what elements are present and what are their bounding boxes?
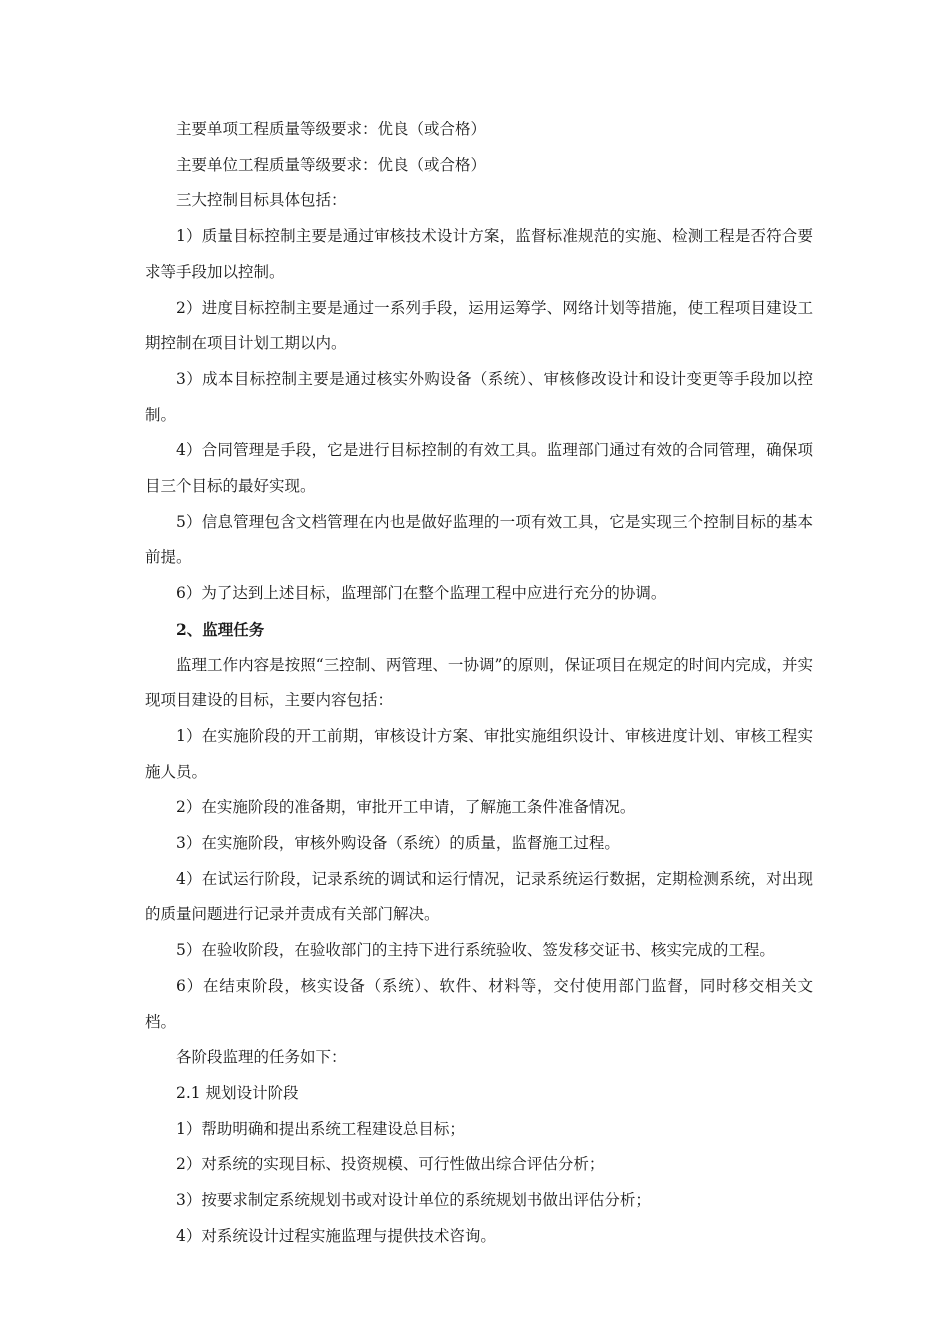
subheading-planning-design-stage: 2.1 规划设计阶段 [176, 1083, 299, 1102]
paragraph-task-acceptance: 5）在验收阶段，在验收部门的主持下进行系统验收、签发移交证书、核实完成的工程。 [176, 941, 775, 960]
paragraph-information-management: 5）信息管理包含文档管理在内也是做好监理的一项有效工具，它是实现三个控制目标的基本前提。 [145, 512, 813, 567]
paragraph-stage-tasks-intro: 各阶段监理的任务如下： [176, 1048, 347, 1067]
paragraph-quality-control: 1）质量目标控制主要是通过审核技术设计方案，监督标准规范的实施、检测工程是否符合要求等手段加以控制。 [145, 227, 813, 281]
paragraph-planning-item-2: 2）对系统的实现目标、投资规模、可行性做出综合评估分析； [176, 1155, 605, 1174]
paragraph-schedule-control: 2）进度目标控制主要是通过一系列手段，运用运筹学、网络计划等措施，使工程项目建设工期控制在项目计划工期以内。 [145, 298, 813, 353]
document-body [145, 112, 813, 1255]
paragraph-task-trial-run: 4）在试运行阶段，记录系统的调试和运行情况，记录系统运行数据，定期检测系统，对出现的质量问题进行记录并责成有关部门解决。 [145, 869, 813, 924]
paragraph-task-pre-construction: 1）在实施阶段的开工前期，审核设计方案、审批实施组织设计、审核进度计划、审核工程实施人员。 [145, 726, 813, 781]
paragraph-task-implementation: 3）在实施阶段，审核外购设备（系统）的质量，监督施工过程。 [176, 834, 620, 853]
paragraph-task-closing: 6）在结束阶段，核实设备（系统）、软件、材料等，交付使用部门监督，同时移交相关文档。 [145, 976, 813, 1031]
paragraph-task-preparation: 2）在实施阶段的准备期，审批开工申请，了解施工条件准备情况。 [176, 798, 636, 817]
section-heading-supervision-tasks: 2、监理任务 [176, 619, 265, 639]
paragraph-planning-item-4: 4）对系统设计过程实施监理与提供技术咨询。 [176, 1226, 496, 1245]
paragraph-single-item-quality: 主要单项工程质量等级要求：优良（或合格） [176, 120, 487, 138]
paragraph-unit-quality: 主要单位工程质量等级要求：优良（或合格） [176, 155, 487, 174]
paragraph-contract-management: 4）合同管理是手段，它是进行目标控制的有效工具。监理部门通过有效的合同管理，确保项目三个目标的最好实现。 [145, 441, 813, 496]
paragraph-planning-item-3: 3）按要求制定系统规划书或对设计单位的系统规划书做出评估分析； [176, 1191, 651, 1210]
paragraph-cost-control: 3）成本目标控制主要是通过核实外购设备（系统）、审核修改设计和设计变更等手段加以控制。 [145, 369, 813, 424]
paragraph-coordination: 6）为了达到上述目标，监理部门在整个监理工程中应进行充分的协调。 [176, 584, 667, 603]
paragraph-planning-item-1: 1）帮助明确和提出系统工程建设总目标； [176, 1119, 465, 1138]
paragraph-three-controls-intro: 三大控制目标具体包括： [176, 191, 347, 210]
paragraph-supervision-content-intro: 监理工作内容是按照“三控制、两管理、一协调”的原则，保证项目在规定的时间内完成，并实现项目建设的目标，主要内容包括： [145, 655, 813, 710]
